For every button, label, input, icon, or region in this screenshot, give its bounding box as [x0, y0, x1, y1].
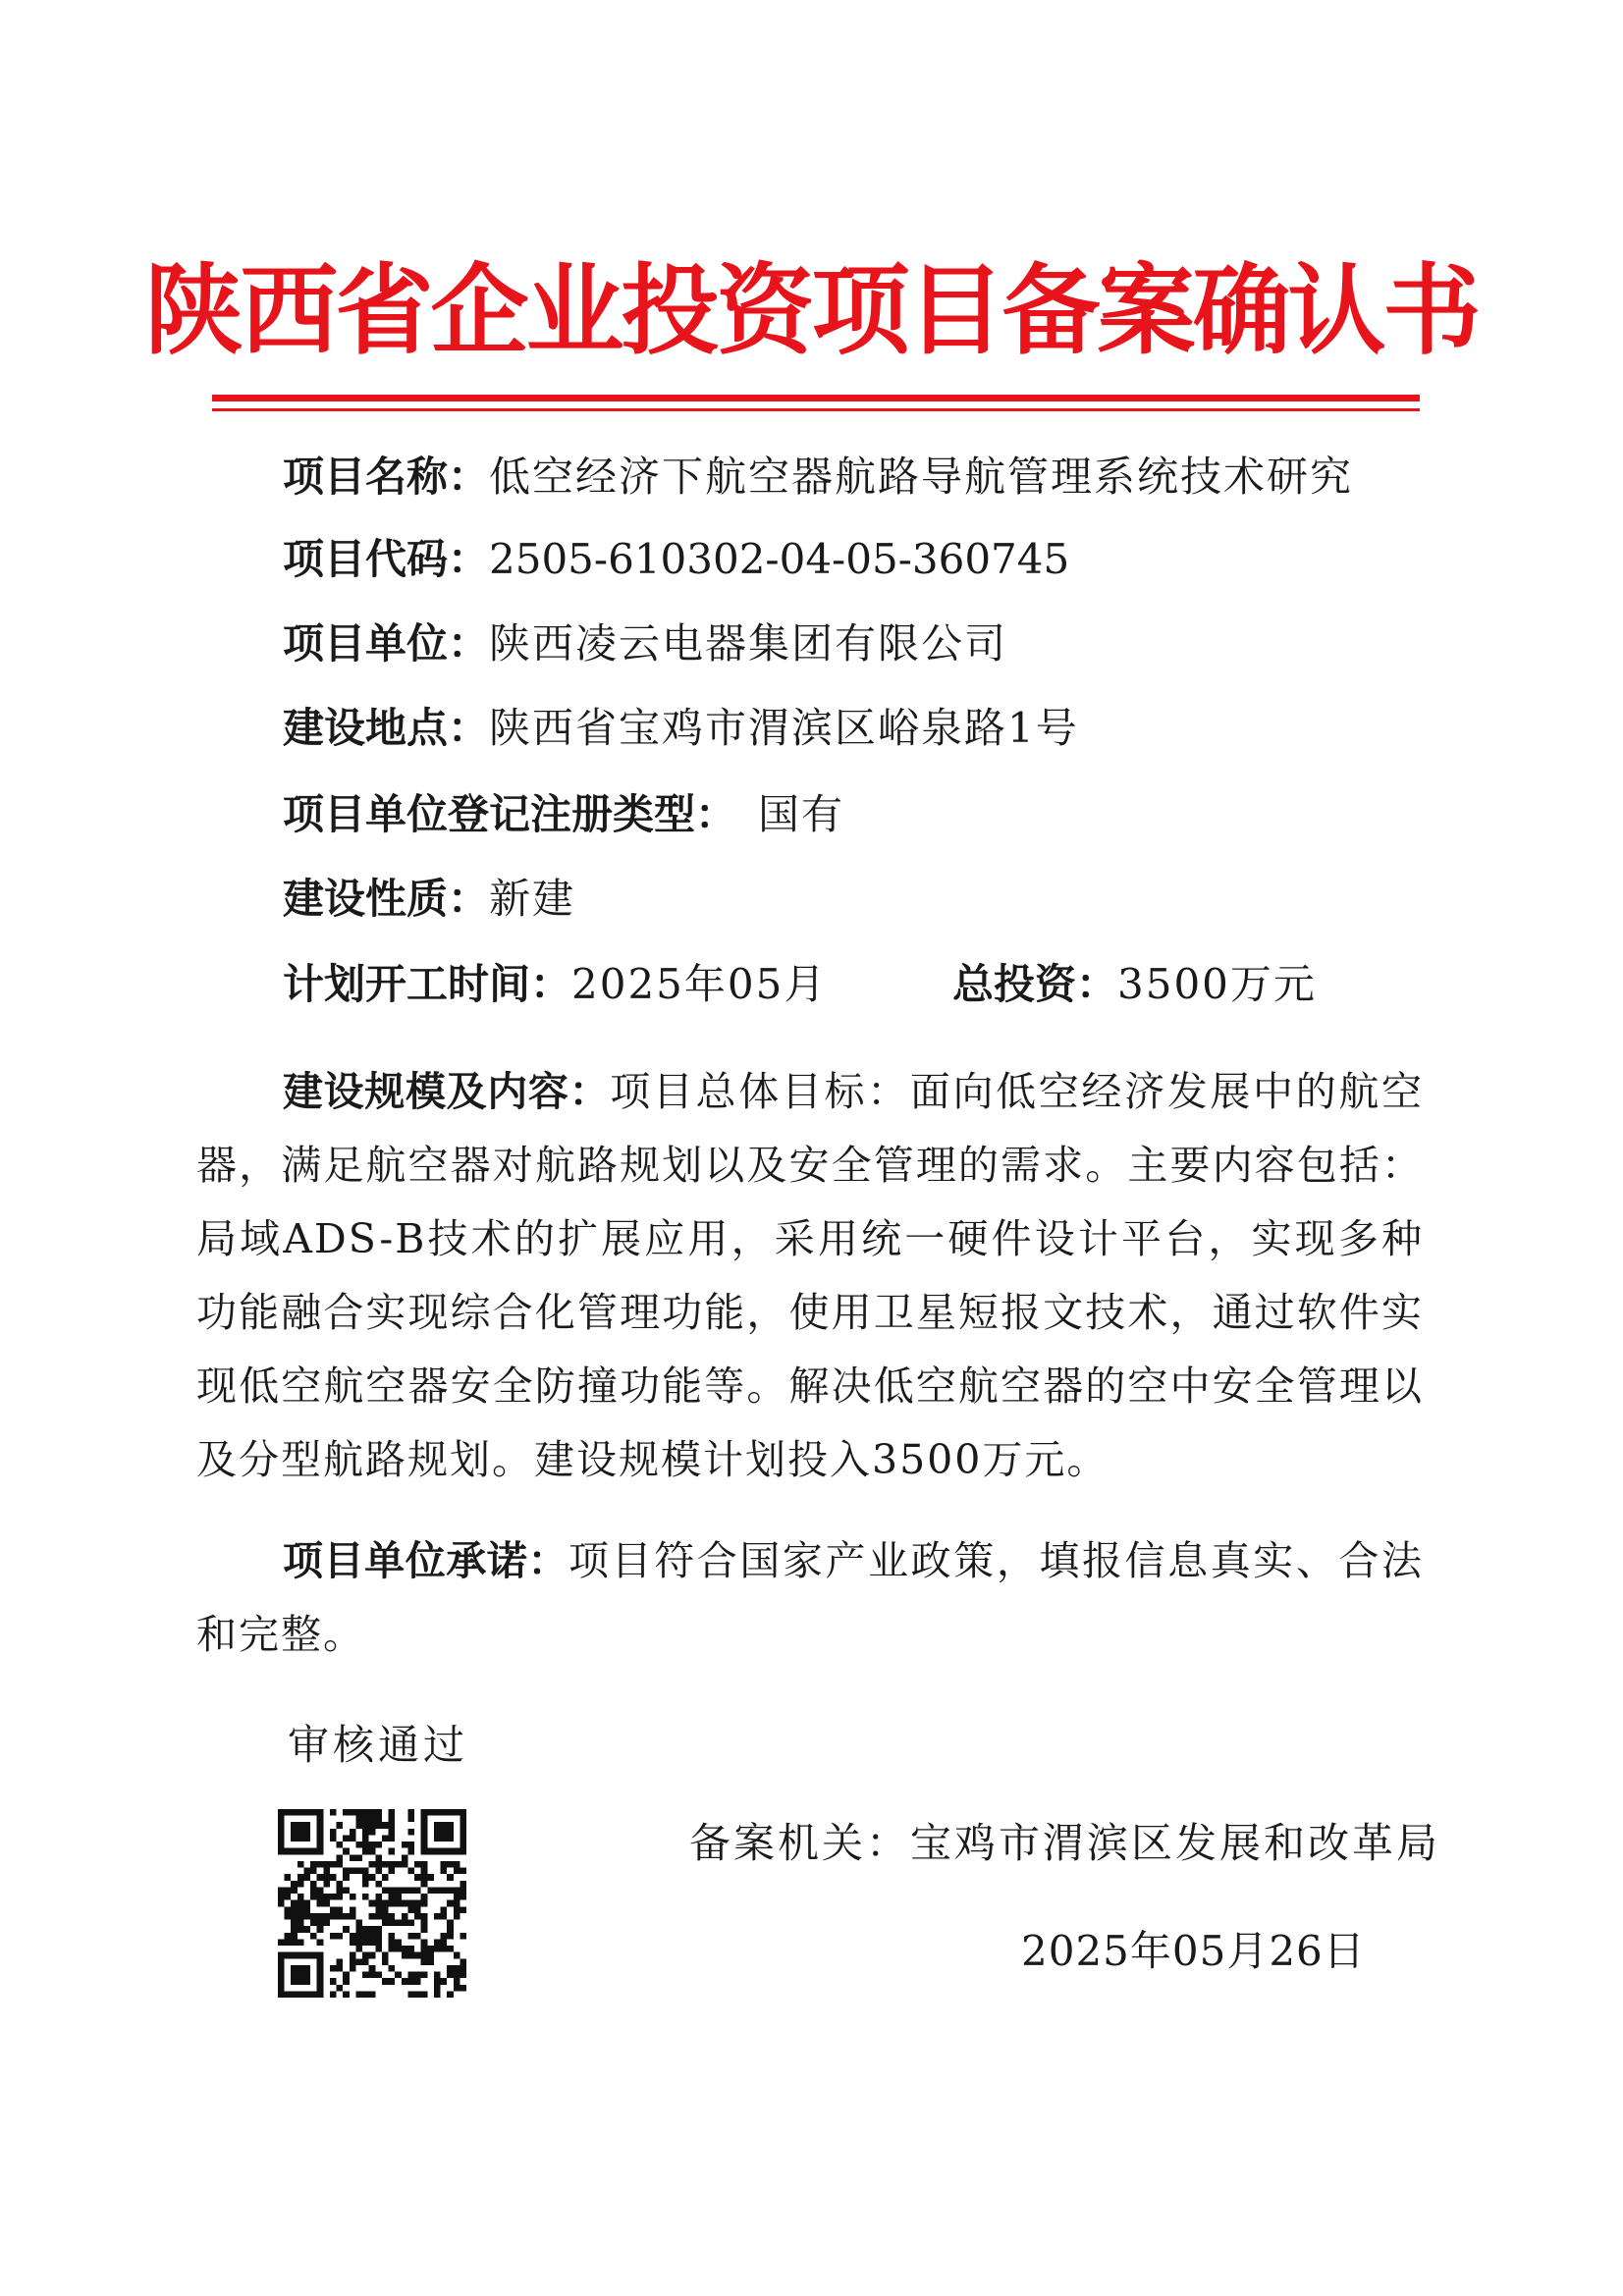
nature-field	[283, 870, 575, 929]
project-unit-field	[283, 614, 1007, 673]
start-time-value: 2025年05月	[571, 960, 828, 1008]
nature-value: 新建	[489, 875, 576, 923]
location-field	[283, 699, 1079, 758]
project-code-field	[283, 530, 1069, 589]
commitment-label: 项目单位承诺：	[283, 1537, 569, 1584]
authority-value: 宝鸡市渭滨区发展和改革局	[910, 1819, 1441, 1867]
location-label: 建设地点：	[283, 704, 490, 752]
registration-type-field	[283, 785, 844, 844]
total-investment-label: 总投资：	[952, 960, 1118, 1008]
issue-date: 2025年05月26日	[1021, 1927, 1366, 1975]
project-name-label: 项目名称：	[283, 453, 490, 501]
registration-type-label: 项目单位登记注册类型：	[283, 790, 737, 838]
scope-text: 项目总体目标：面向低空经济发展中的航空器，满足航空器对航路规划以及安全管理的需求。主要内容包括：局域ADS-B技术的扩展应用，采用统一硬件设计平台，实现多种功能融合实现综合化管理功能，使用卫星短报文技术，通过软件实现低空航空器安全防撞功能等。解决低空航空器的空中安全管理以及分型航路规划。建设规模计划投入3500万元。	[196, 1068, 1425, 1483]
scope-label: 建设规模及内容：	[283, 1068, 611, 1115]
location-value: 陕西省宝鸡市渭滨区峪泉路1号	[489, 704, 1079, 752]
registration-type-value: 国有	[758, 790, 845, 838]
total-investment-value: 3500万元	[1117, 960, 1317, 1008]
commitment-paragraph	[196, 1524, 1424, 1672]
start-time-field	[283, 955, 827, 1014]
title-rule-thick	[212, 395, 1420, 401]
authority-label: 备案机关：	[689, 1819, 911, 1867]
project-code-label: 项目代码：	[283, 535, 490, 583]
project-unit-label: 项目单位：	[283, 619, 490, 667]
document-title: 陕西省企业投资项目备案确认书	[144, 252, 1479, 368]
total-investment-field	[952, 955, 1317, 1014]
project-name-field	[283, 448, 1353, 507]
project-name-value: 低空经济下航空器航路导航管理系统技术研究	[489, 453, 1354, 501]
start-time-label: 计划开工时间：	[283, 960, 572, 1008]
project-code-value: 2505-610302-04-05-360745	[489, 535, 1070, 583]
nature-label: 建设性质：	[283, 875, 490, 923]
project-unit-value: 陕西凌云电器集团有限公司	[489, 619, 1008, 667]
qr-code	[278, 1809, 466, 1998]
approval-status: 审核通过	[288, 1721, 469, 1769]
title-rule-thin	[212, 408, 1420, 411]
commitment-text: 项目符合国家产业政策，填报信息真实、合法和完整。	[196, 1537, 1425, 1658]
scope-paragraph	[196, 1055, 1424, 1497]
filing-authority	[689, 1814, 1440, 1873]
